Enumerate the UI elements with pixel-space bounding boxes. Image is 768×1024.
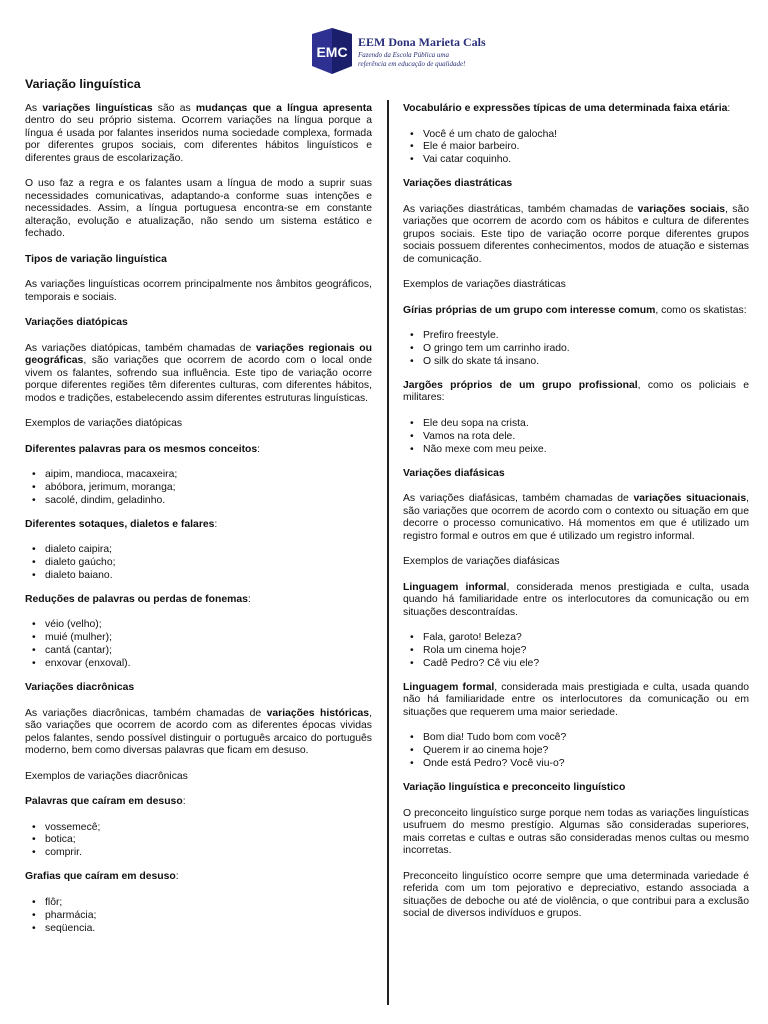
section-heading-preconceito: Variação linguística e preconceito linguístico bbox=[403, 782, 626, 794]
list-item: • botica; bbox=[45, 834, 372, 847]
list-item: • comprir. bbox=[45, 847, 372, 860]
list-item: • O gringo tem um carrinho irado. bbox=[423, 343, 749, 356]
list-item: • véio (velho); bbox=[45, 619, 372, 632]
list-item: • abóbora, jerimum, moranga; bbox=[45, 482, 372, 495]
girias-paragraph: Gírias próprias de um grupo com interesse comum, como os skatistas: bbox=[403, 304, 747, 316]
school-tagline: Fazendo da Escola Pública uma referência em educação de qualidade! bbox=[358, 51, 466, 68]
subheading-desuso: Palavras que caíram em desuso: bbox=[25, 796, 186, 808]
preconceito-paragraph-2: Preconceito linguístico ocorre sempre que uma determinada variedade é referida com um tom pejorativo e depreciativo, estando associada a situações de deboche ou até de violência, o que contribui para a exclusão social de diversos indivíduos e grupos. bbox=[403, 870, 749, 920]
examples-label-diatopicas: Exemplos de variações diatópicas bbox=[25, 418, 183, 429]
list-item: • Bom dia! Tudo bom com você? bbox=[423, 732, 749, 745]
list-informal bbox=[403, 632, 749, 671]
list-jargoes bbox=[403, 418, 749, 457]
subheading-grafias: Grafias que caíram em desuso: bbox=[25, 871, 179, 883]
list-girias bbox=[403, 330, 749, 369]
school-logo-icon bbox=[308, 26, 356, 76]
diafasicas-paragraph: As variações diafásicas, também chamadas de variações situacionais, são variações que ocorrem de acordo com o contexto ou situação em que decorre o processo comunicativo. Há momentos em que é utilizado um registro formal e outros em que é utilizado um registro informal. bbox=[403, 493, 749, 542]
list-item: • vossemecê; bbox=[45, 822, 372, 835]
column-divider bbox=[387, 100, 389, 1005]
right-column bbox=[403, 103, 749, 934]
section-heading-tipos: Tipos de variação linguística bbox=[25, 253, 167, 265]
intro-paragraph-1: As variações linguísticas são as mudanças que a língua apresenta dentro do seu próprio sistema. Ocorrem variações na língua porque a língua é usada por falantes inseridos numa sociedade complexa, formada por diferentes grupos sociais, com diferentes hábitos linguísticos e diferentes graus de escolarização. bbox=[25, 102, 372, 164]
subheading-palavras: Diferentes palavras para os mesmos conceitos: bbox=[25, 443, 261, 455]
examples-label-diacronicas: Exemplos de variações diacrônicas bbox=[25, 770, 188, 782]
subheading-sotaques: Diferentes sotaques, dialetos e falares: bbox=[25, 518, 218, 530]
list-item: • flôr; bbox=[45, 897, 372, 910]
list-item: • enxovar (enxoval). bbox=[45, 658, 372, 671]
intro-paragraph-2: O uso faz a regra e os falantes usam a língua de modo a suprir suas necessidades comunicativas, adaptando-a conforme suas intenções e necessidades. Assim, a língua portuguesa encontra-se em constante alteração, evolução e atualização, não sendo um sistema estático e fechado. bbox=[25, 178, 372, 239]
list-vocabulario bbox=[403, 129, 749, 168]
page-title: Variação linguística bbox=[25, 77, 141, 91]
list-item: • Querem ir ao cinema hoje? bbox=[423, 745, 749, 758]
school-name: EEM Dona Marieta Cals bbox=[358, 35, 486, 49]
list-item: • seqüencia. bbox=[45, 923, 372, 936]
list-item: • Ele deu sopa na crista. bbox=[423, 418, 749, 431]
list-item: • cantá (cantar); bbox=[45, 645, 372, 658]
list-item: • Ele é maior barbeiro. bbox=[423, 141, 749, 154]
preconceito-paragraph-1: O preconceito linguístico surge porque nem todas as variações linguísticas usufruem do mesmo prestígio. Algumas são consideradas superiores, mais corretas e cultas e outras são consideradas menos cultas ou mesmo incorretas. bbox=[403, 807, 749, 857]
list-item: • Não mexe com meu peixe. bbox=[423, 444, 749, 457]
list-formal bbox=[403, 732, 749, 771]
list-sotaques bbox=[25, 544, 372, 583]
examples-label-diafasicas: Exemplos de variações diafásicas bbox=[403, 556, 560, 568]
diacronicas-paragraph: As variações diacrônicas, também chamadas de variações históricas, são variações que ocorrem de acordo com as diferentes épocas vividas pelos falantes, sendo possível distinguir o português arcaico do português moderno, bem como diversas palavras que ficam em desuso. bbox=[25, 707, 372, 757]
section-heading-diacronicas: Variações diacrônicas bbox=[25, 682, 135, 694]
list-item: • aipim, mandioca, macaxeira; bbox=[45, 469, 372, 482]
list-item: • O silk do skate tá insano. bbox=[423, 356, 749, 369]
left-column bbox=[25, 78, 372, 947]
list-desuso bbox=[25, 822, 372, 861]
section-heading-diatopicas: Variações diatópicas bbox=[25, 317, 128, 328]
list-item: • Vamos na rota dele. bbox=[423, 431, 749, 444]
diatopicas-paragraph: As variações diatópicas, também chamadas de variações regionais ou geográficas, são variações que ocorrem de acordo com o local onde vivem os falantes, sofrendo sua influência. Este tipo de variação ocorre porque diferentes regiões têm diferentes culturas, com diferentes hábitos, modos e tradições, estabelecendo assim diferentes estruturas linguísticas. bbox=[25, 342, 372, 404]
jargoes-paragraph: Jargões próprios de um grupo profissional, como os policiais e militares: bbox=[403, 379, 749, 404]
formal-paragraph: Linguagem formal, considerada mais prestigiada e culta, usada quando não há familiaridade entre os interlocutores da comunicação ou em situações que requerem uma maior seriedade. bbox=[403, 681, 749, 718]
list-reducoes bbox=[25, 619, 372, 671]
diastraticas-paragraph: As variações diastráticas, também chamadas de variações sociais, são variações que ocorrem de acordo com os hábitos e cultura de diferentes grupos sociais. Este tipo de variação ocorre porque diferentes grupos sociais possuem diferentes conhecimentos, modos de atuação e sistemas de comunicação. bbox=[403, 203, 749, 265]
logo-letters: EMC bbox=[316, 44, 348, 60]
subheading-vocabulario: Vocabulário e expressões típicas de uma determinada faixa etária: bbox=[403, 103, 731, 114]
list-item: • dialeto baiano. bbox=[45, 570, 372, 583]
informal-paragraph: Linguagem informal, considerada menos prestigiada e culta, usada quando há familiaridade entre os interlocutores da comunicação ou em situações descontraídas. bbox=[403, 581, 750, 618]
list-item: • pharmácia; bbox=[45, 910, 372, 923]
list-item: • dialeto gaúcho; bbox=[45, 557, 372, 570]
list-item: • Fala, garoto! Beleza? bbox=[423, 632, 749, 645]
list-item: • muié (mulher); bbox=[45, 632, 372, 645]
list-item: • Prefiro freestyle. bbox=[423, 330, 749, 343]
list-item: • Você é um chato de galocha! bbox=[423, 129, 749, 142]
list-item: • Cadê Pedro? Cê viu ele? bbox=[423, 658, 749, 671]
tipos-paragraph: As variações linguísticas ocorrem principalmente nos âmbitos geográficos, temporais e sociais. bbox=[25, 279, 372, 303]
list-item: • Onde está Pedro? Você viu-o? bbox=[423, 758, 749, 771]
section-heading-diastraticas: Variações diastráticas bbox=[403, 178, 513, 190]
list-item: • dialeto caipira; bbox=[45, 544, 372, 557]
list-palavras bbox=[25, 469, 372, 508]
list-grafias bbox=[25, 897, 372, 936]
list-item: • sacolé, dindim, geladinho. bbox=[45, 495, 372, 508]
section-heading-diafasicas: Variações diafásicas bbox=[403, 467, 505, 479]
school-header bbox=[308, 26, 508, 78]
subheading-reducoes: Reduções de palavras ou perdas de fonemas: bbox=[25, 593, 251, 605]
list-item: • Rola um cinema hoje? bbox=[423, 645, 749, 658]
examples-label-diastraticas: Exemplos de variações diastráticas bbox=[403, 279, 566, 291]
list-item: • Vai catar coquinho. bbox=[423, 154, 749, 167]
